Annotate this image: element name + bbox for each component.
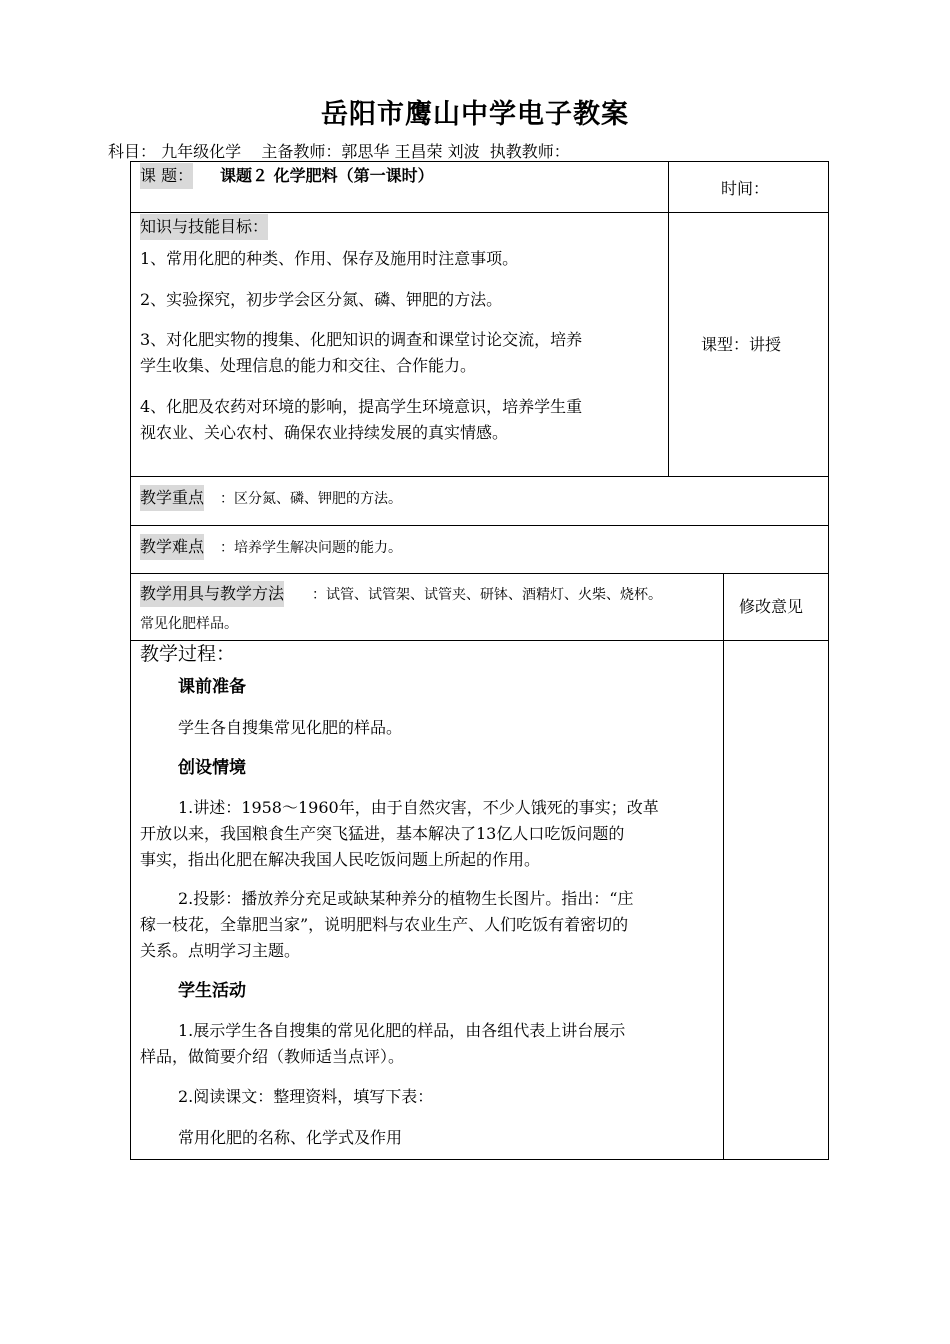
prep-text: 学生各自搜集常见化肥的样品。: [178, 718, 403, 737]
scene-text: 开放以来，我国粮食生产突飞猛进，基本解决了13亿人口吃饭问题的: [140, 824, 625, 843]
scene-text: 稼一枝花，全靠肥当家”，说明肥料与农业生产、人们吃饭有着密切的: [140, 915, 629, 934]
key-point-value: ：区分氮、磷、钾肥的方法。: [220, 491, 402, 507]
table-caption: 常用化肥的名称、化学式及作用: [178, 1128, 403, 1147]
goal-item: 4、化肥及农药对环境的影响，提高学生环境意识，培养学生重: [140, 397, 583, 416]
goals-heading: 知识与技能目标：: [140, 214, 268, 240]
subject-line: 科目： 九年级化学 主备教师：郭思华 王昌荣 刘波 执教教师：: [108, 142, 570, 161]
scene-text: 关系。点明学习主题。: [140, 941, 301, 960]
tools-label: 教学用具与教学方法: [140, 581, 284, 607]
goal-item: 1、常用化肥的种类、作用、保存及施用时注意事项。: [140, 249, 519, 268]
scene-title: 创设情境: [178, 758, 246, 778]
difficulty-value: ：培养学生解决问题的能力。: [220, 540, 402, 556]
tools-value-2: 常见化肥样品。: [140, 616, 238, 632]
goal-item: 3、对化肥实物的搜集、化肥知识的调查和课堂讨论交流，培养: [140, 330, 583, 349]
scene-text: 1.讲述：1958～1960年，由于自然灾害，不少人饿死的事实；改革: [178, 798, 659, 817]
process-heading: 教学过程：: [140, 643, 236, 665]
prep-title: 课前准备: [178, 677, 246, 697]
activity-text: 2.阅读课文：整理资料，填写下表：: [178, 1087, 434, 1106]
topic-value: 课题２ 化学肥料（第一课时）: [220, 166, 434, 185]
scene-text: 事实，指出化肥在解决我国人民吃饭问题上所起的作用。: [140, 850, 541, 869]
lesson-type: 课型：讲授: [701, 335, 782, 354]
activity-text: 样品，做简要介绍（教师适当点评）。: [140, 1047, 405, 1066]
activity-title: 学生活动: [178, 981, 246, 1001]
key-point-label: 教学重点: [140, 485, 204, 511]
activity-text: 1.展示学生各自搜集的常见化肥的样品，由各组代表上讲台展示: [178, 1021, 626, 1040]
goal-item: 2、实验探究，初步学会区分氮、磷、钾肥的方法。: [140, 290, 503, 309]
goal-item: 视农业、关心农村、确保农业持续发展的真实情感。: [140, 423, 509, 442]
difficulty-label: 教学难点: [140, 534, 204, 560]
revision-cell: [723, 640, 829, 1160]
revision-label: 修改意见: [739, 597, 804, 616]
time-label: 时间：: [721, 179, 770, 198]
page-title: 岳阳市鹰山中学电子教案: [321, 99, 629, 130]
goal-item: 学生收集、处理信息的能力和交往、合作能力。: [140, 356, 477, 375]
scene-text: 2.投影：播放养分充足或缺某种养分的植物生长图片。指出：“庄: [178, 889, 634, 908]
tools-value: ：试管、试管架、试管夹、研钵、酒精灯、火柴、烧杯。: [312, 587, 662, 603]
topic-label: 课 题：: [140, 163, 193, 189]
